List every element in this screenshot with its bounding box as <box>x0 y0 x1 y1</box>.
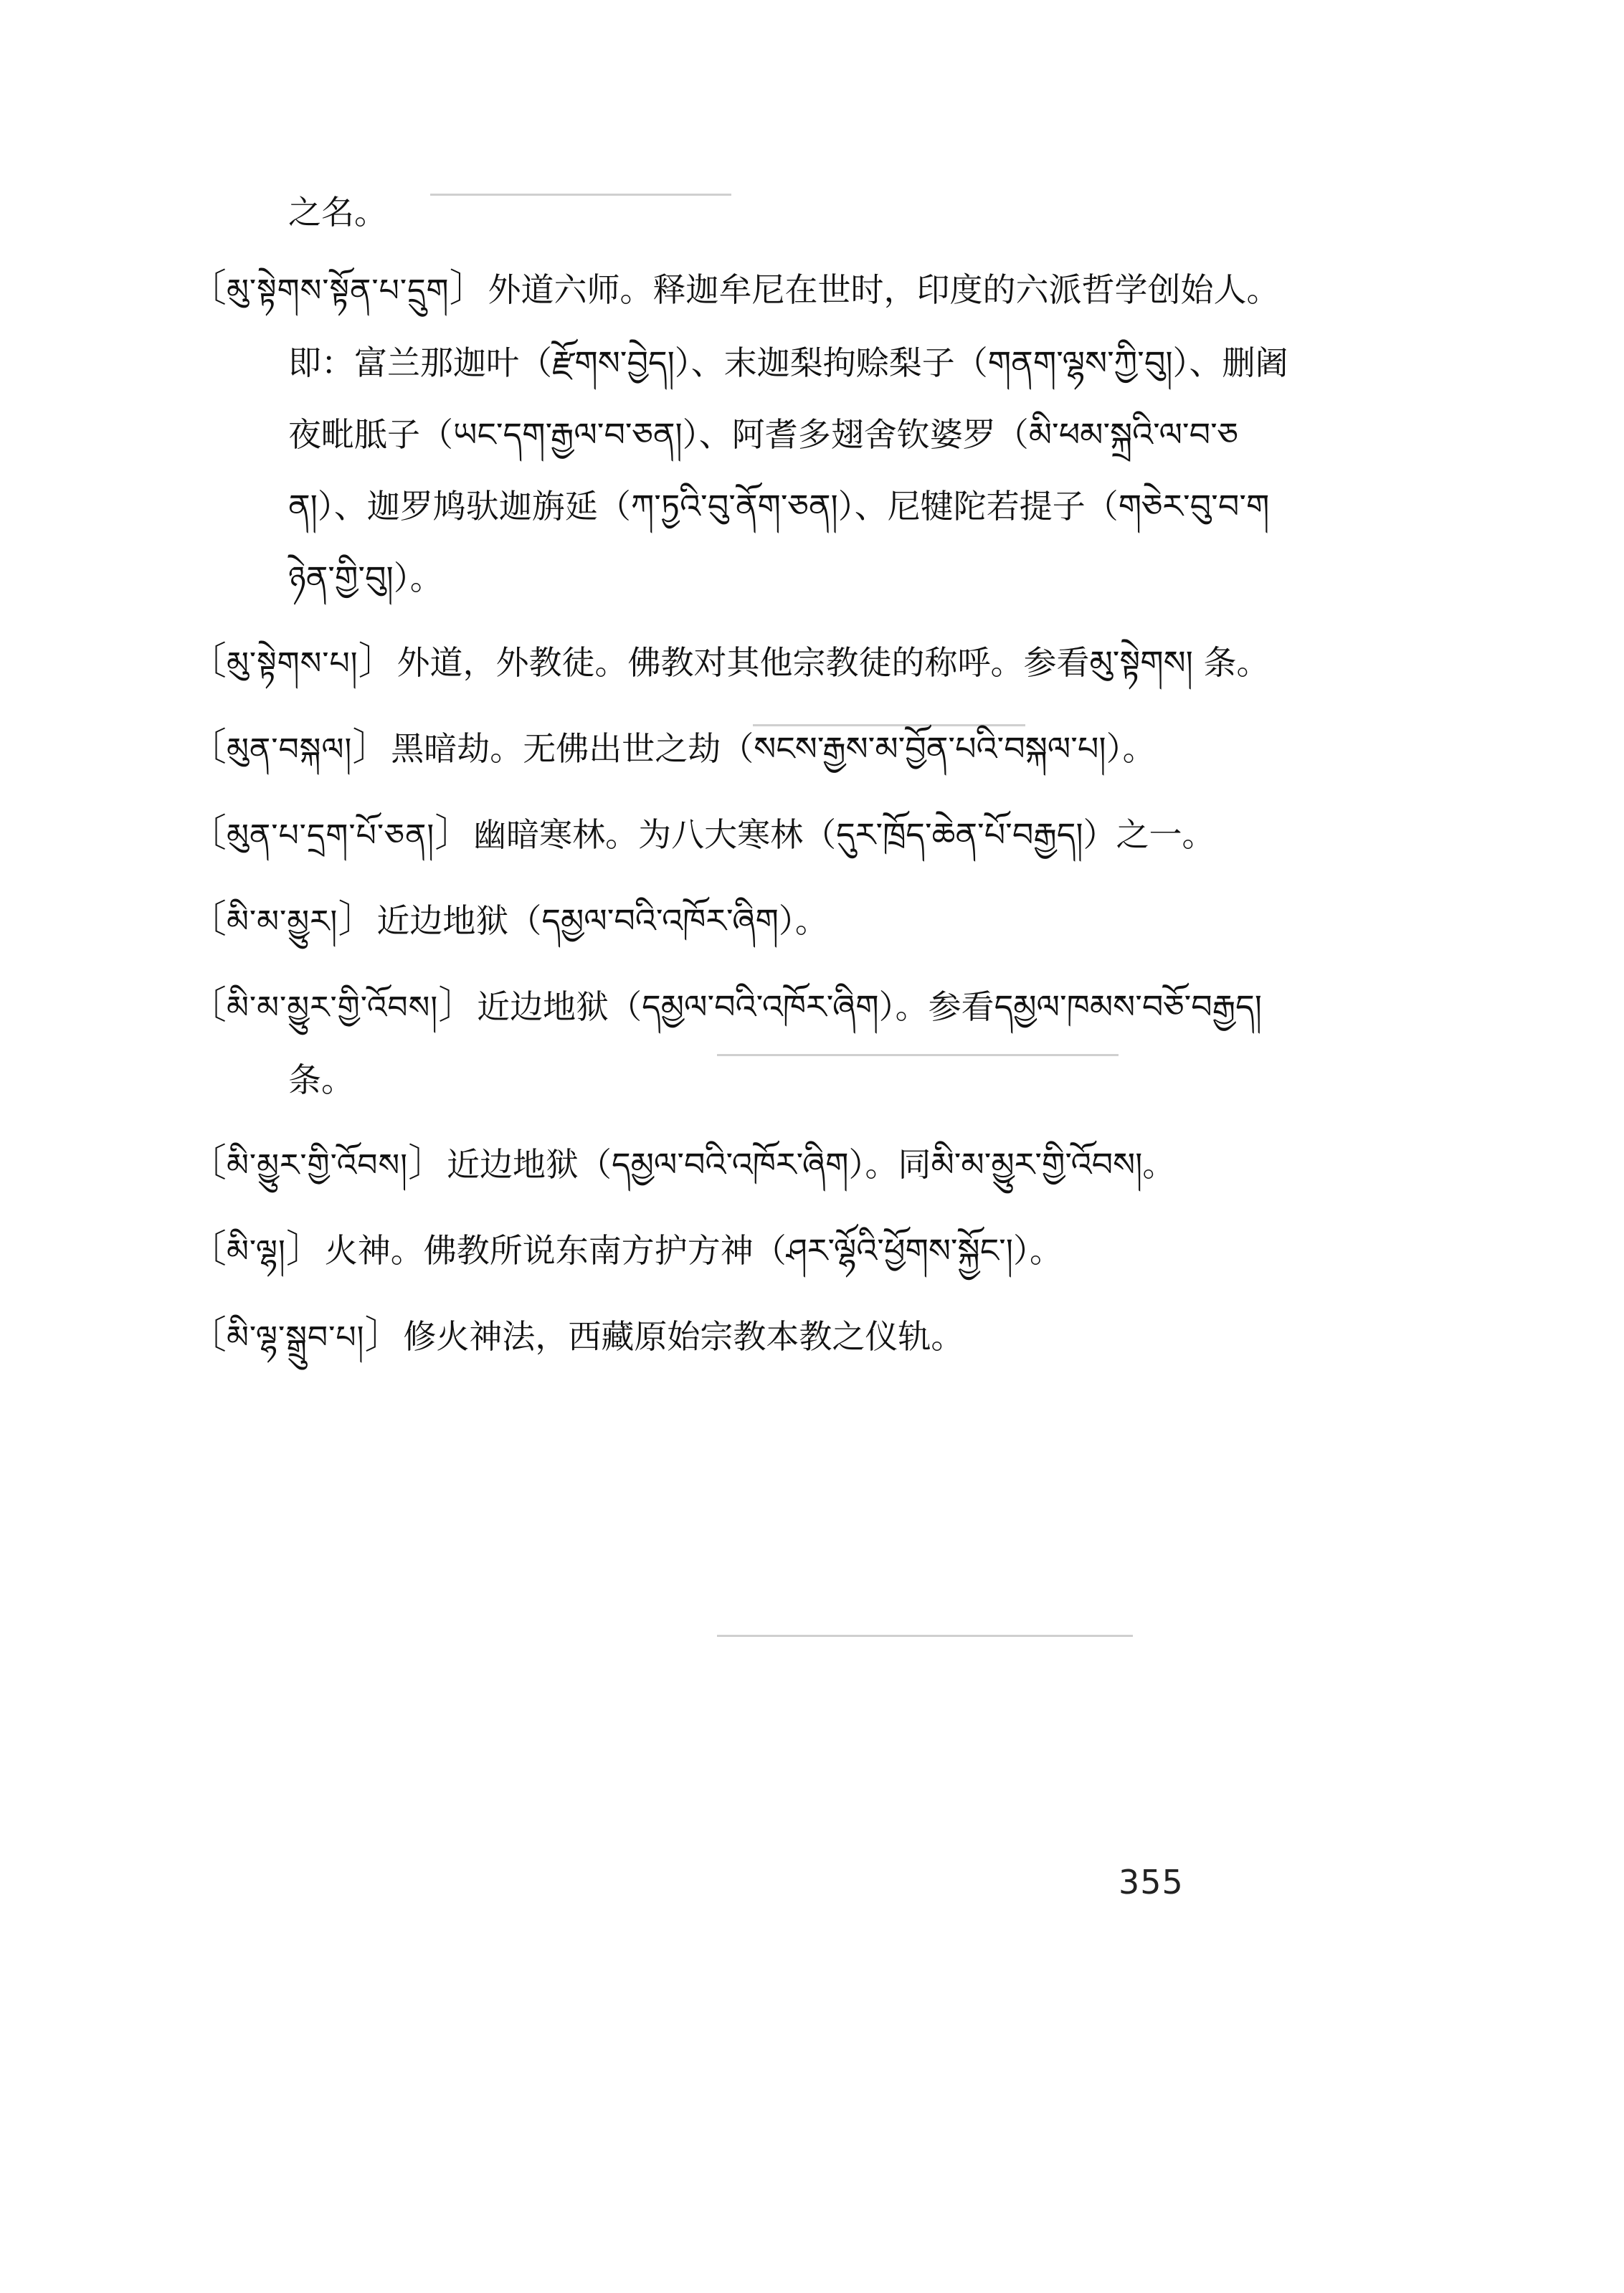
open-bracket: 〔 <box>188 638 227 683</box>
close-bracket: 〕 <box>338 896 377 941</box>
entry <box>188 1299 1292 1374</box>
definition: 幽暗寒林。为八大寒林（དུར་ཁྲོད་ཆེན་པོ་བརྒྱད།）之一。 <box>473 815 1215 854</box>
definition: 黑暗劫。无佛出世之劫（སངས་རྒྱས་མ་བྱོན་པའི་བསྐལ་པ།）。 <box>391 729 1156 768</box>
headword: མི་མ་མྱུར། <box>227 903 338 940</box>
entry <box>188 969 1292 1116</box>
headword: མུན་པ་དྲག་པོ་ཅན། <box>227 817 435 854</box>
close-bracket: 〕 <box>407 1140 447 1185</box>
continued-text: 之名。 <box>288 193 387 232</box>
headword: མུ་སྟེགས་པ། <box>227 645 358 682</box>
scan-speck <box>717 1635 1133 1637</box>
open-bracket: 〔 <box>188 896 227 941</box>
open-bracket: 〔 <box>188 1226 227 1271</box>
headword: མི་མྱུར་གྱི་འོབས། <box>227 1147 408 1184</box>
entry <box>188 252 1292 614</box>
close-bracket: 〕 <box>435 810 474 855</box>
definition: 近边地狱（དམྱལ་བའི་འཁོར་ཞིག）。 <box>376 901 828 940</box>
open-bracket: 〔 <box>188 265 227 310</box>
entry <box>188 797 1292 872</box>
close-bracket: 〕 <box>285 1226 325 1271</box>
entry <box>188 711 1292 786</box>
open-bracket: 〔 <box>188 810 227 855</box>
definition: 近边地狱（དམྱལ་བའི་འཁོར་ཞིག）。参看དམྱལ་ཁམས་བཅོ་བརྒྱད། 条。 <box>288 987 1262 1099</box>
open-bracket: 〔 <box>188 724 227 769</box>
close-bracket: 〕 <box>438 982 478 1027</box>
definition: 近边地狱（དམྱལ་བའི་འཁོར་ཞིག）。同མི་མ་མྱུར་གྱི་འོབས།。 <box>446 1145 1176 1184</box>
headword: མི་ལྷ་སྒྲུབ་པ། <box>227 1319 365 1356</box>
close-bracket: 〕 <box>364 1312 404 1357</box>
open-bracket: 〔 <box>188 982 227 1027</box>
close-bracket: 〕 <box>352 724 391 769</box>
definition: 修火神法，西藏原始宗教本教之仪轨。 <box>403 1317 964 1356</box>
headword: མི་ལྷ། <box>227 1233 286 1270</box>
entry <box>188 1127 1292 1202</box>
headword: མི་མ་མྱུར་གྱི་འོབས། <box>227 989 439 1026</box>
definition: 外道六师。释迦牟尼在世时，印度的六派哲学创始人。即：富兰那迦叶（རྫོགས་བྱེད།）、末迦梨拘赊梨子（གནག་ལྷས་ཀྱི་བུ།）、删阇夜毗胝子（ཡང་དག་རྒྱལ་བ་ཅན།）、阿耆多翅舍钦婆罗（མི་ཕམ་སྐྲའི་ལ་བ་ཅན།）、迦罗鸠驮迦旃延（ཀ་ཏྱའི་བུ་ནོག་ཅན།）、尼犍陀若提子（གཅེར་བུ་བ་གཉེན་གྱི་བུ།）。 <box>288 270 1288 597</box>
open-bracket: 〔 <box>188 1312 227 1357</box>
entry <box>188 883 1292 958</box>
open-bracket: 〔 <box>188 1140 227 1185</box>
entry <box>188 1213 1292 1288</box>
headword: མུན་བསྐལ། <box>227 731 353 768</box>
entry-list <box>188 176 1292 1385</box>
definition: 火神。佛教所说东南方护方神（ཤར་ལྷོའི་ཕྱོགས་སྐྱོང་།）。 <box>324 1231 1063 1270</box>
close-bracket: 〕 <box>449 265 488 310</box>
close-bracket: 〕 <box>358 638 397 683</box>
page-number: 355 <box>1119 1863 1184 1902</box>
entry <box>188 625 1292 700</box>
definition: 外道，外教徒。佛教对其他宗教徒的称呼。参看མུ་སྟེགས། 条。 <box>396 643 1270 682</box>
headword: མུ་སྟེགས་སྟོན་པ་དྲུག <box>227 272 450 309</box>
